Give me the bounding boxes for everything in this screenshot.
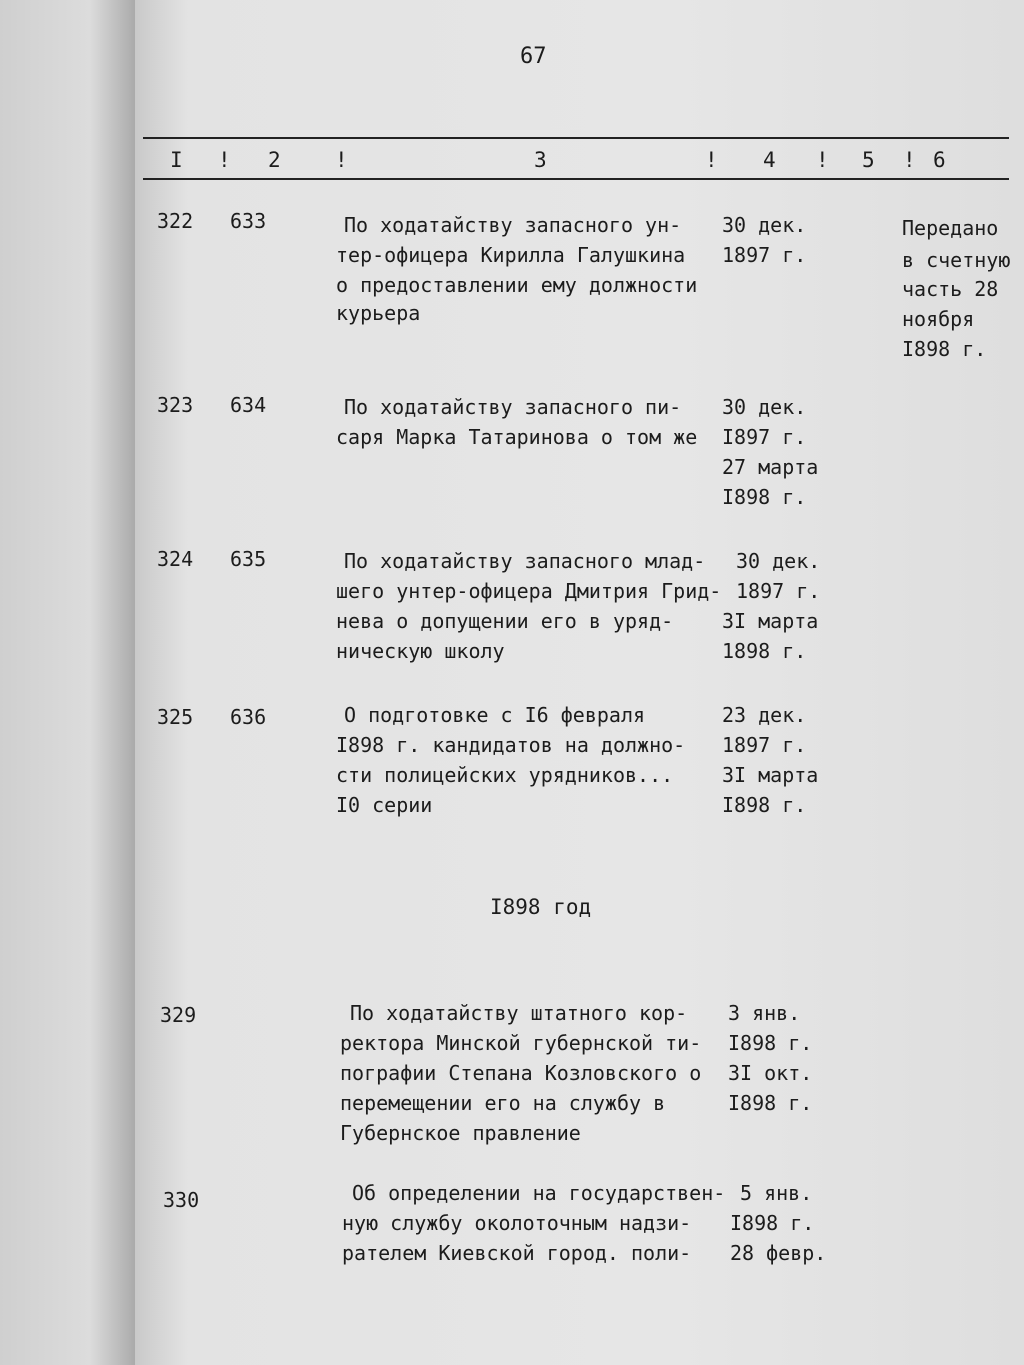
title-line: шего унтер-офицера Дмитрия Грид- (336, 579, 722, 603)
row-number: 322 (157, 209, 194, 233)
date-line: I897 г. (722, 425, 807, 449)
page-number: 67 (520, 44, 547, 69)
facing-page-edge (0, 0, 150, 1365)
header-col6: 6 (933, 148, 946, 172)
header-sep: ! (705, 148, 718, 172)
date-line: I898 г. (722, 485, 807, 509)
header-sep: ! (335, 148, 348, 172)
header-col5: 5 (862, 148, 875, 172)
row-number: 329 (160, 1003, 197, 1027)
title-line: ническую школу (336, 639, 505, 663)
date-line: 1898 г. (722, 639, 807, 663)
title-line: рателем Киевской город. поли- (342, 1241, 692, 1265)
title-line: Об определении на государствен- (352, 1181, 726, 1205)
title-line: саря Марка Татаринова о том же (336, 425, 698, 449)
date-line: 1897 г. (736, 579, 821, 603)
date-line: 30 дек. (722, 213, 807, 237)
date-line: I898 г. (728, 1091, 813, 1115)
title-line: курьера (336, 301, 421, 325)
title-line: I0 серии (336, 793, 433, 817)
header-bottom-rule (143, 178, 1009, 180)
title-line: сти полицейских урядников... (336, 763, 674, 787)
date-line: 3I марта (722, 763, 819, 787)
date-line: 28 февр. (730, 1241, 827, 1265)
date-line: 3I окт. (728, 1061, 813, 1085)
date-line: I898 г. (722, 793, 807, 817)
title-line: Губернское правление (340, 1121, 581, 1145)
date-line: 3 янв. (728, 1001, 801, 1025)
title-line: I898 г. кандидатов на должно- (336, 733, 686, 757)
title-line: По ходатайству запасного пи- (344, 395, 682, 419)
note-line: в счетную (902, 248, 1011, 272)
header-sep: ! (816, 148, 829, 172)
header-col2: 2 (268, 148, 281, 172)
date-line: I898 г. (728, 1031, 813, 1055)
date-line: 30 дек. (736, 549, 821, 573)
title-line: нева о допущении его в уряд- (336, 609, 674, 633)
date-line: I898 г. (730, 1211, 815, 1235)
file-number: 634 (230, 393, 267, 417)
note-line: ноября (902, 307, 975, 331)
title-line: ную службу околоточным надзи- (342, 1211, 692, 1235)
header-top-rule (143, 137, 1009, 139)
date-line: 30 дек. (722, 395, 807, 419)
date-line: 5 янв. (740, 1181, 813, 1205)
date-line: 3I марта (722, 609, 819, 633)
header-col1: I (170, 148, 183, 172)
row-number: 330 (163, 1188, 200, 1212)
title-line: перемещении его на службу в (340, 1091, 666, 1115)
title-line: По ходатайству штатного кор- (350, 1001, 688, 1025)
note-line: часть 28 (902, 277, 999, 301)
date-line: 27 марта (722, 455, 819, 479)
title-line: пографии Степана Козловского о (340, 1061, 702, 1085)
title-line: о предоставлении ему должности (336, 273, 698, 297)
header-sep: ! (903, 148, 916, 172)
year-heading: I898 год (490, 895, 592, 919)
file-number: 633 (230, 209, 267, 233)
row-number: 324 (157, 547, 194, 571)
title-line: По ходатайству запасного ун- (344, 213, 682, 237)
row-number: 325 (157, 705, 194, 729)
title-line: ректора Минской губернской ти- (340, 1031, 702, 1055)
row-number: 323 (157, 393, 194, 417)
title-line: О подготовке с I6 февраля (344, 703, 646, 727)
title-line: По ходатайству запасного млад- (344, 549, 706, 573)
date-line: 23 дек. (722, 703, 807, 727)
header-sep: ! (218, 148, 231, 172)
header-col3: 3 (534, 148, 547, 172)
date-line: 1897 г. (722, 733, 807, 757)
date-line: 1897 г. (722, 243, 807, 267)
file-number: 635 (230, 547, 267, 571)
title-line: тер-офицера Кирилла Галушкина (336, 243, 686, 267)
document-page (135, 0, 1024, 1365)
note-line: I898 г. (902, 337, 987, 361)
note-line: Передано (902, 216, 999, 240)
file-number: 636 (230, 705, 267, 729)
header-col4: 4 (763, 148, 776, 172)
